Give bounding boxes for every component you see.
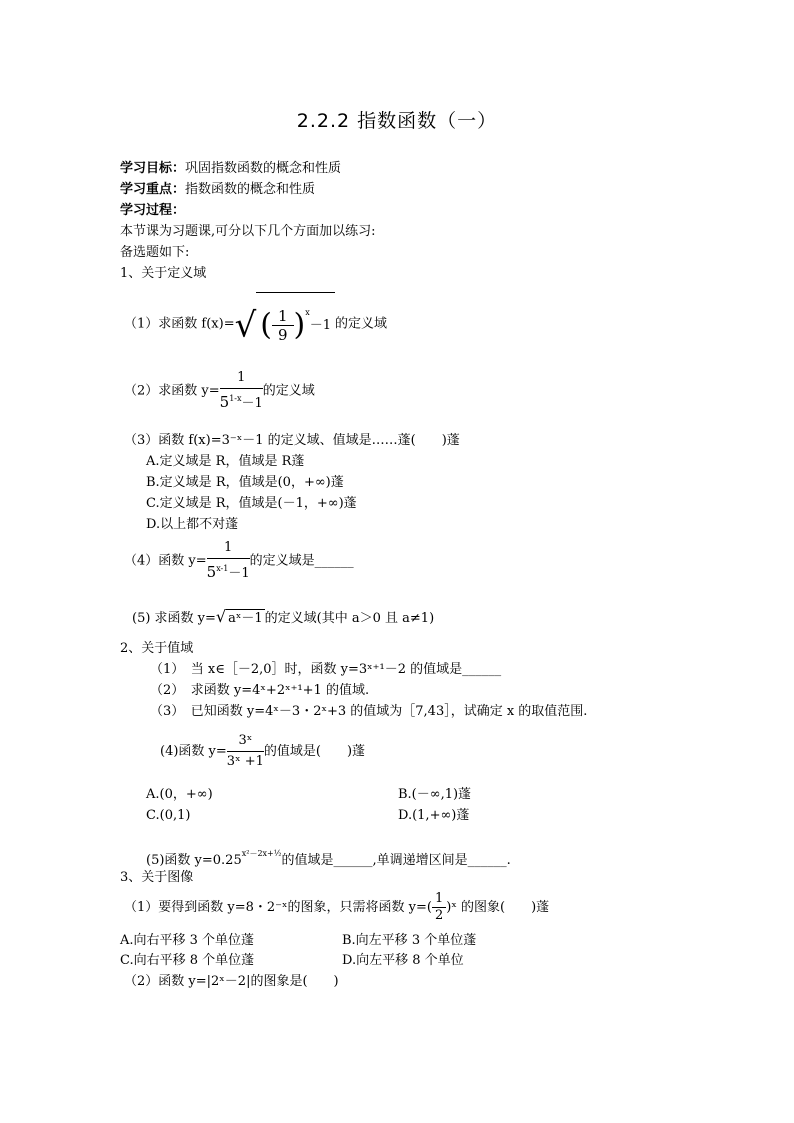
s1-q3-option-a: A.定义域是 R，值域是 R蓬 bbox=[146, 454, 305, 469]
s1-q5: (5) 求函数 y=√ aˣ－1 的定义域(其中 a＞0 且 a≠1) bbox=[132, 607, 435, 626]
s1-q3-option-c: C.定义域是 R，值域是(－1，+∞)蓬 bbox=[146, 496, 357, 511]
process-label: 学习过程： bbox=[120, 203, 186, 218]
s2-q3: （3） 已知函数 y=4ˣ－3・2ˣ+3 的值域为［7,43］，试确定 x 的取值范围. bbox=[150, 704, 588, 719]
s1-q3-option-b: B.定义域是 R，值域是(0，+∞)蓬 bbox=[146, 475, 344, 490]
learning-goal bbox=[120, 160, 341, 177]
s1-q2-prefix: （2）求函数 y= bbox=[124, 383, 220, 399]
s2-q4: (4)函数 y= $\frac{\text{3ˣ}}{\text{3ˣ +1}}$ 的值域是( )蓬 bbox=[160, 730, 365, 774]
focus-text: 指数函数的概念和性质 bbox=[185, 182, 316, 197]
goal-text: 巩固指数函数的概念和性质 bbox=[185, 161, 342, 176]
goal-label: 学习目标： bbox=[120, 161, 186, 176]
s1-q1 bbox=[124, 292, 387, 356]
s2-q4-option-b: B.(－∞,1)蓬 bbox=[398, 787, 472, 802]
s1-q4 bbox=[124, 538, 354, 584]
learning-focus bbox=[120, 181, 315, 198]
minus-one: －1 bbox=[309, 318, 332, 333]
section-3-heading: 3、关于图像 bbox=[120, 870, 194, 885]
intro-line-1: 本节课为习题课,可分以下几个方面加以练习: bbox=[120, 224, 376, 239]
s1-q4-fraction: $\frac{1}{5^{x-1}-1}$ bbox=[206, 540, 250, 581]
s1-q2-suffix: 的定义域 bbox=[262, 383, 315, 399]
page-title: 2.2.2 指数函数（一） bbox=[296, 110, 498, 132]
s1-q4-prefix: （4）函数 y= bbox=[124, 553, 207, 569]
sqrt-expression: √ ( $\frac{1}{9}$ )$^x$－1 bbox=[235, 292, 335, 356]
s1-q3: （3）函数 f(x)=3⁻ˣ－1 的定义域、值域是……蓬( )蓬 bbox=[124, 433, 460, 448]
focus-label: 学习重点： bbox=[120, 182, 186, 197]
s3-q1-option-c: C.向右平移 8 个单位蓬 bbox=[120, 953, 255, 968]
section-2-heading: 2、关于值域 bbox=[120, 641, 194, 656]
fraction-denominator: 9 bbox=[277, 326, 288, 344]
fraction-numerator: 1 bbox=[272, 307, 294, 326]
s2-q4-option-a: A.(0，+∞) bbox=[146, 787, 213, 802]
s1-q2-fraction: $\frac{1}{5^{1-x}-1}$ bbox=[219, 370, 263, 411]
exponent: x bbox=[305, 308, 310, 317]
s3-q2: （2）函数 y=|2ˣ－2|的图象是( ) bbox=[124, 974, 339, 989]
section-1-heading: 1、关于定义域 bbox=[120, 266, 207, 281]
s1-q4-suffix: 的定义域是______ bbox=[249, 553, 354, 569]
s2-q4-option-d: D.(1,+∞)蓬 bbox=[398, 808, 470, 823]
s2-q1: （1） 当 x∈［－2,0］时，函数 y=3ˣ⁺¹－2 的值域是______ bbox=[150, 662, 502, 677]
s1-q1-prefix: （1）求函数 f(x)= bbox=[124, 316, 235, 332]
radical-sign-icon: √ bbox=[215, 607, 227, 626]
s1-q2 bbox=[124, 368, 315, 414]
s3-q1-option-b: B.向左平移 3 个单位蓬 bbox=[342, 933, 477, 948]
s3-q1: （1）要得到函数 y=8・2⁻ˣ的图象，只需将函数 y=( $\frac{1}{2}$ )ˣ 的图象( )蓬 bbox=[124, 891, 550, 923]
s2-q2: （2） 求函数 y=4ˣ+2ˣ⁺¹+1 的值域. bbox=[150, 683, 370, 698]
intro-line-2: 备选题如下: bbox=[120, 245, 190, 260]
s2-q5: (5)函数 $y=0.25^{x^2-2x+\frac{1}{2}}$的值域是______,单调递增区间是______. bbox=[146, 849, 511, 868]
s2-q4-option-c: C.(0,1) bbox=[146, 808, 191, 823]
s3-q1-option-d: D.向左平移 8 个单位 bbox=[342, 953, 464, 968]
s1-q1-suffix: 的定义域 bbox=[335, 316, 388, 332]
s3-q1-fraction: $\frac{1}{2}$ bbox=[432, 891, 446, 924]
s2-q4-fraction: $\frac{\text{3ˣ}}{\text{3ˣ +1}}$ bbox=[226, 733, 264, 769]
s1-q3-option-d: D.以上都不对蓬 bbox=[146, 517, 239, 532]
s3-q1-option-a: A.向右平移 3 个单位蓬 bbox=[120, 933, 255, 948]
radical-sign-icon: √ bbox=[234, 305, 257, 346]
